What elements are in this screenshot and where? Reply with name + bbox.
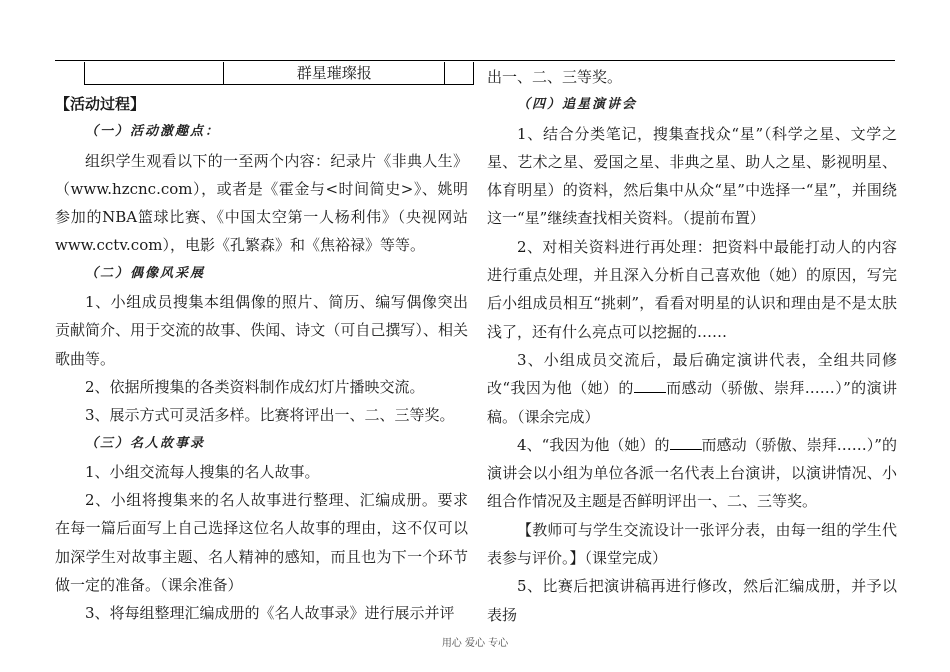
header-table-cell-empty <box>85 62 224 84</box>
paragraph: 组织学生观看以下的一至两个内容：纪录片《非典人生》（www.hzcnc.com），或者是《霍金与<时间简史>》、姚明参加的NBA篮球比赛、《中国太空第一人杨利伟》（央视网站www.cctv.com），电影《孔繁森》和《焦裕禄》等等。 <box>55 151 468 255</box>
paragraph: 3、将每组整理汇编成册的《名人故事录》进行展示并评 <box>85 604 455 623</box>
subsection-title-1: （一）活动激趣点： <box>85 124 221 140</box>
paragraph: 1、小组成员搜集本组偶像的照片、简历、编写偶像突出贡献简介、用于交流的故事、佚闻、诗文（可自己撰写）、相关歌曲等。 <box>55 293 468 368</box>
paragraph-continuation: 出一、二、三等奖。 <box>487 68 623 86</box>
text-span: 而感动（骄傲、崇拜……）”的演讲稿。（课余完成） <box>487 379 897 426</box>
paragraph <box>487 431 897 516</box>
right-column <box>487 63 897 629</box>
text-span: 而感动（骄傲、崇拜……）”的演讲会以小组为单位各派一名代表上台演讲，以演讲情况、小组合作情况及主题是否鲜明评出一、二、三等奖。 <box>487 435 897 511</box>
header-table-cell-title: 群星璀璨报 <box>224 62 445 84</box>
blank-line <box>634 378 666 393</box>
blank-line <box>670 435 702 450</box>
paragraph <box>487 346 897 431</box>
paragraph: 【教师可与学生交流设计一张评分表，由每一组的学生代表参与评价。】（课堂完成） <box>487 520 897 568</box>
header-table-cell-empty <box>445 62 473 84</box>
left-column <box>55 90 468 628</box>
paragraph: 3、展示方式可灵活多样。比赛将评出一、二、三等奖。 <box>85 406 455 425</box>
paragraph: 1、小组交流每人搜集的名人故事。 <box>85 462 320 481</box>
paragraph: 1、结合分类笔记，搜集查找众“星”（科学之星、文学之星、艺术之星、爱国之星、非典之星、助人之星、影视明星、体育明星）的资料，然后集中从众“星”中选择一“星”，并围绕这一“星”继续查找相关资料。（提前布置） <box>487 124 897 228</box>
subsection-title-3: （三）名人故事录 <box>85 435 206 451</box>
header-table <box>84 62 474 85</box>
section-heading: 【活动过程】 <box>55 95 146 113</box>
paragraph: 2、对相关资料进行再处理：把资料中最能打动人的内容进行重点处理，并且深入分析自己喜欢他（她）的原因，写完后小组成员相互“挑刺”，看看对明星的认识和理由是不是太肤浅了，还有什么亮点可以挖掘的…… <box>487 237 897 341</box>
header-rule <box>55 60 895 61</box>
paragraph: 2、依据所搜集的各类资料制作成幻灯片播映交流。 <box>85 377 425 396</box>
paragraph: 2、小组将搜集来的名人故事进行整理、汇编成册。要求在每一篇后面写上自己选择这位名人故事的理由，这不仅可以加深学生对故事主题、名人精神的感知，而且也为下一个环节做一定的准备。（课余准备） <box>55 491 468 595</box>
page-footer: 用心 爱心 专心 <box>441 638 509 649</box>
text-span: 3、小组成员交流后，最后确定演讲代表，全组共同修改“我因为他（她）的 <box>487 350 897 398</box>
subsection-title-4: （四）追星演讲会 <box>517 97 638 113</box>
text-span: 4、“我因为他（她）的 <box>517 435 670 454</box>
subsection-title-2: （二）偶像风采展 <box>85 265 206 281</box>
paragraph: 5、比赛后把演讲稿再进行修改，然后汇编成册，并予以表扬 <box>487 577 897 624</box>
